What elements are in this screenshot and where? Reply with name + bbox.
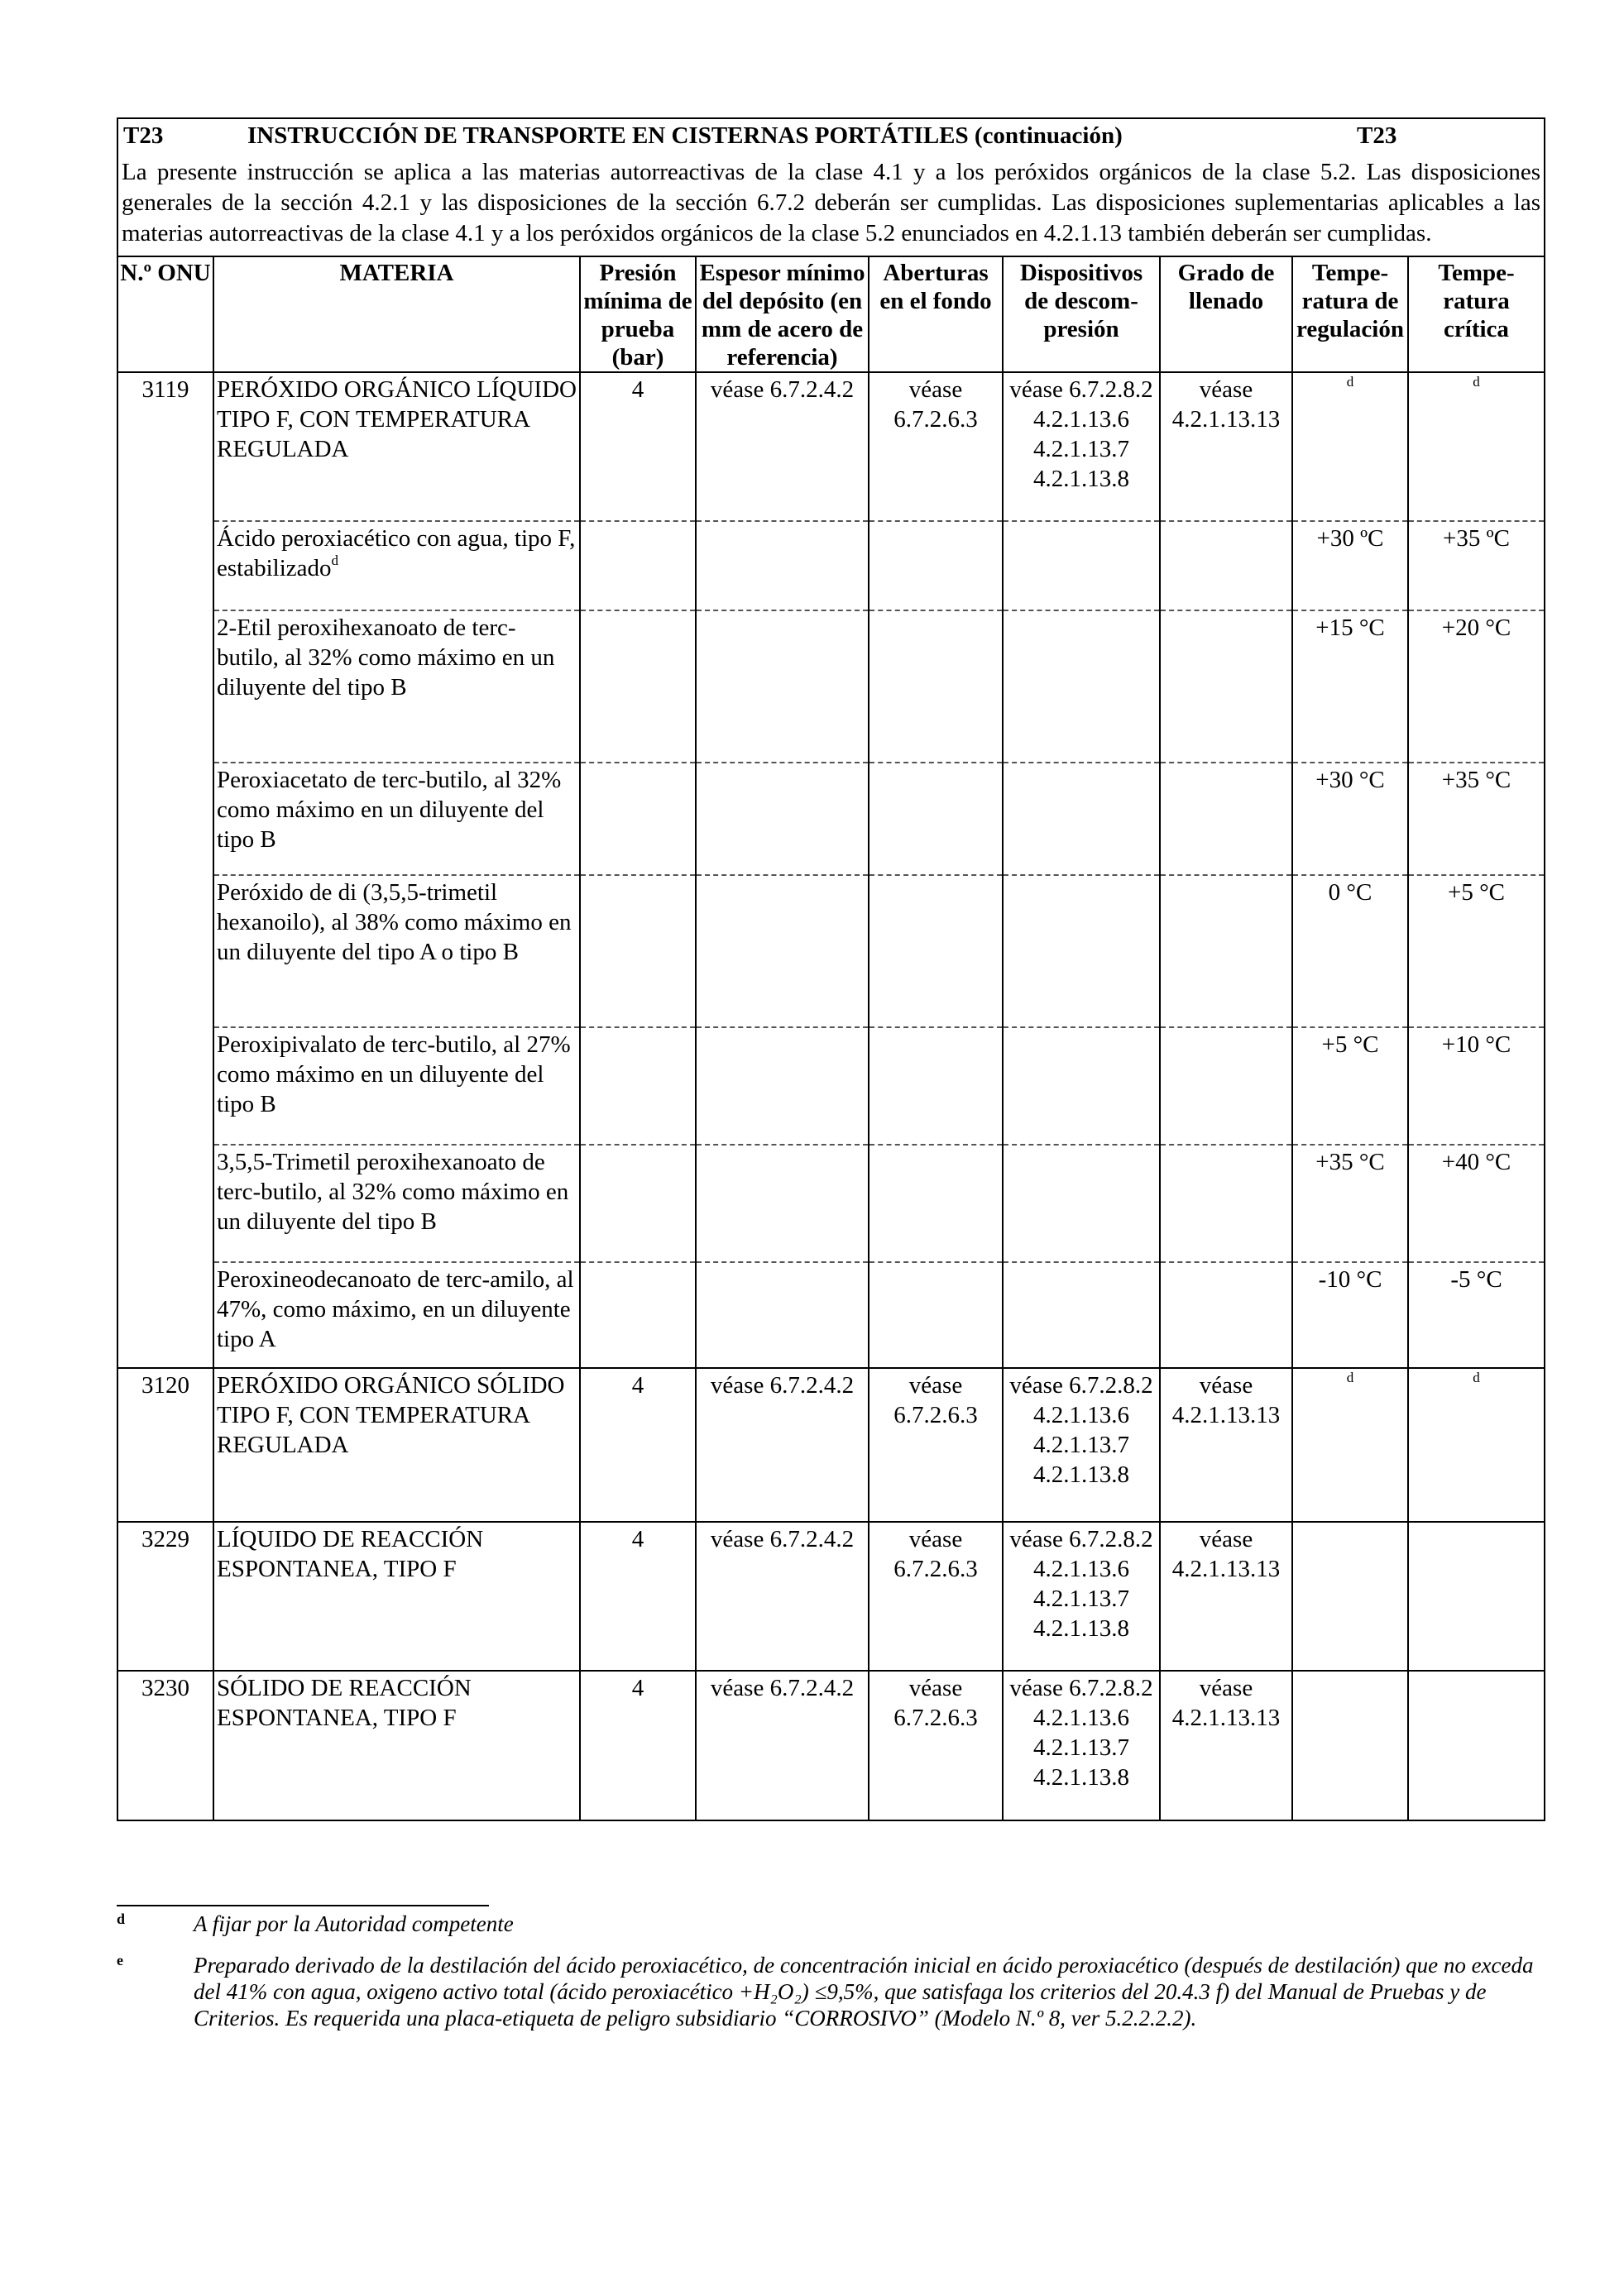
cell-critica: +20 °C xyxy=(1408,610,1544,763)
cell-critica: +5 °C xyxy=(1408,875,1544,1027)
cell-critica: +35 °C xyxy=(1408,763,1544,875)
footnote-text: Preparado derivado de la destilación del ácido peroxiacético, de concentración inicial en ácido peroxiacético (después de destilación) que no exceda del 41% con agua, oxigeno activo total (ácido peroxiacético +H₂O₂) ≤9,5%, que satisfaga los criterios del 20.4.3 f) del Manual de Pruebas y de Criterios. Es requerida una placa-etiqueta de peligro subsidiario “CORROSIVO” (Modelo N.º 8, ver 5.2.2.2.2). xyxy=(194,1953,1534,2031)
cell-regulacion xyxy=(1292,1368,1408,1522)
cell-dispositivos: véase 6.7.2.8.2 4.2.1.13.6 4.2.1.13.7 4.2.1.13.8 xyxy=(1003,372,1160,521)
footnote-ref: d xyxy=(1473,374,1480,390)
cell-aberturas: véase 6.7.2.6.3 xyxy=(869,1671,1003,1820)
col-header-aberturas: Aberturas en el fondo xyxy=(869,256,1003,372)
footnote-d xyxy=(117,1911,1545,1937)
cell-materia: 2-Etil peroxihexanoato de terc-butilo, al 32% como máximo en un diluyente del tipo B xyxy=(213,610,580,763)
cell-onu: 3230 xyxy=(118,1671,213,1820)
instruction-code-right: T23 xyxy=(1357,122,1397,149)
cell-materia xyxy=(213,521,580,610)
cell-materia: Peroxiacetato de terc-butilo, al 32% como máximo en un diluyente del tipo B xyxy=(213,763,580,875)
table-header-row xyxy=(118,256,1544,372)
cell-dispositivos: véase 6.7.2.8.2 4.2.1.13.6 4.2.1.13.7 4.2.1.13.8 xyxy=(1003,1522,1160,1671)
cell-grado: véase 4.2.1.13.13 xyxy=(1160,1368,1292,1522)
footnote-e xyxy=(117,1952,1545,2031)
footnote-ref: d xyxy=(1473,1370,1480,1385)
cell-materia: PERÓXIDO ORGÁNICO LÍQUIDO TIPO F, CON TEMPERATURA REGULADA xyxy=(213,372,580,521)
cell-grado: véase 4.2.1.13.13 xyxy=(1160,1522,1292,1671)
cell-aberturas: véase 6.7.2.6.3 xyxy=(869,372,1003,521)
cell-dispositivos: véase 6.7.2.8.2 4.2.1.13.6 4.2.1.13.7 4.2.1.13.8 xyxy=(1003,1368,1160,1522)
cell-presion: 4 xyxy=(580,1368,696,1522)
footnote-mark: d xyxy=(117,1911,126,1927)
cell-materia: 3,5,5-Trimetil peroxihexanoato de terc-butilo, al 32% como máximo en un diluyente del tipo B xyxy=(213,1145,580,1262)
table-row xyxy=(118,1368,1544,1522)
instruction-title: INSTRUCCIÓN DE TRANSPORTE EN CISTERNAS PORTÁTILES (continuación) xyxy=(247,122,1123,149)
footnote-ref: d xyxy=(331,552,339,568)
intro-paragraph: La presente instrucción se aplica a las materias autorreactivas de la clase 4.1 y a los peróxidos orgánicos de la clase 5.2. Las disposiciones generales de la sección 4.2.1 y las disposiciones de la sección 6.7.2 deberán ser cumplidas. Las disposiciones suplementarias aplicables a las materias autorreactivas de la clase 4.1 y a los peróxidos orgánicos de la clase 5.2 enunciados en 4.2.1.13 también deberán ser cumplidas. xyxy=(122,159,1540,246)
table-row xyxy=(118,875,1544,1027)
cell-espesor: véase 6.7.2.4.2 xyxy=(696,1671,869,1820)
table-row xyxy=(118,372,1544,521)
col-header-critica: Tempe-ratura crítica xyxy=(1408,256,1544,372)
cell-regulacion: +30 ºC xyxy=(1292,521,1408,610)
cell-onu: 3119 xyxy=(118,372,213,521)
cell-espesor: véase 6.7.2.4.2 xyxy=(696,372,869,521)
cell-espesor: véase 6.7.2.4.2 xyxy=(696,1368,869,1522)
table-row xyxy=(118,1145,1544,1262)
col-header-presion: Presión mínima de prueba (bar) xyxy=(580,256,696,372)
cell-onu: 3120 xyxy=(118,1368,213,1522)
cell-aberturas: véase 6.7.2.6.3 xyxy=(869,1522,1003,1671)
cell-critica: +10 °C xyxy=(1408,1027,1544,1145)
table-row xyxy=(118,763,1544,875)
cell-materia: Peroxipivalato de terc-butilo, al 27% como máximo en un diluyente del tipo B xyxy=(213,1027,580,1145)
cell-dispositivos: véase 6.7.2.8.2 4.2.1.13.6 4.2.1.13.7 4.2.1.13.8 xyxy=(1003,1671,1160,1820)
cell-espesor: véase 6.7.2.4.2 xyxy=(696,1522,869,1671)
cell-grado: véase 4.2.1.13.13 xyxy=(1160,1671,1292,1820)
cell-presion: 4 xyxy=(580,372,696,521)
cell-materia: SÓLIDO DE REACCIÓN ESPONTANEA, TIPO F xyxy=(213,1671,580,1820)
cell-aberturas: véase 6.7.2.6.3 xyxy=(869,1368,1003,1522)
cell-grado: véase 4.2.1.13.13 xyxy=(1160,372,1292,521)
table-row xyxy=(118,610,1544,763)
substances-table xyxy=(118,256,1544,1820)
cell-critica: +40 °C xyxy=(1408,1145,1544,1262)
footnote-text: A fijar por la Autoridad competente xyxy=(194,1911,514,1936)
footnote-ref: d xyxy=(1346,374,1354,390)
col-header-regulacion: Tempe-ratura de regulación xyxy=(1292,256,1408,372)
cell-regulacion: -10 °C xyxy=(1292,1262,1408,1368)
col-header-materia: MATERIA xyxy=(213,256,580,372)
cell-regulacion: +35 °C xyxy=(1292,1145,1408,1262)
footnote-ref: d xyxy=(1346,1370,1354,1385)
instruction-code-left: T23 xyxy=(123,122,164,149)
cell-regulacion: +15 °C xyxy=(1292,610,1408,763)
cell-materia: LÍQUIDO DE REACCIÓN ESPONTANEA, TIPO F xyxy=(213,1522,580,1671)
cell-regulacion xyxy=(1292,372,1408,521)
instruction-frame xyxy=(117,117,1545,1821)
table-row xyxy=(118,1262,1544,1368)
cell-regulacion: 0 °C xyxy=(1292,875,1408,1027)
footnote-mark: e xyxy=(117,1952,123,1968)
cell-critica: -5 °C xyxy=(1408,1262,1544,1368)
cell-materia: Peroxineodecanoato de terc-amilo, al 47%, como máximo, en un diluyente tipo A xyxy=(213,1262,580,1368)
table-row xyxy=(118,521,1544,610)
cell-regulacion: +30 °C xyxy=(1292,763,1408,875)
cell-materia: Peróxido de di (3,5,5-trimetil hexanoilo), al 38% como máximo en un diluyente del tipo A o tipo B xyxy=(213,875,580,1027)
col-header-dispositivos: Dispositivos de descom-presión xyxy=(1003,256,1160,372)
cell-critica xyxy=(1408,1368,1544,1522)
table-row xyxy=(118,1671,1544,1820)
cell-onu: 3229 xyxy=(118,1522,213,1671)
cell-critica xyxy=(1408,372,1544,521)
instruction-header xyxy=(118,119,1544,155)
cell-presion: 4 xyxy=(580,1522,696,1671)
cell-presion: 4 xyxy=(580,1671,696,1820)
cell-regulacion: +5 °C xyxy=(1292,1027,1408,1145)
table-row xyxy=(118,1027,1544,1145)
table-row xyxy=(118,1522,1544,1671)
cell-critica: +35 ºC xyxy=(1408,521,1544,610)
footnote-separator xyxy=(117,1905,489,1906)
col-header-grado: Grado de llenado xyxy=(1160,256,1292,372)
col-header-espesor: Espesor mínimo del depósito (en mm de acero de referencia) xyxy=(696,256,869,372)
cell-materia: PERÓXIDO ORGÁNICO SÓLIDO TIPO F, CON TEMPERATURA REGULADA xyxy=(213,1368,580,1522)
materia-text: Ácido peroxiacético con agua, tipo F, estabilizado xyxy=(217,525,576,581)
col-header-onu: N.º ONU xyxy=(118,256,213,372)
